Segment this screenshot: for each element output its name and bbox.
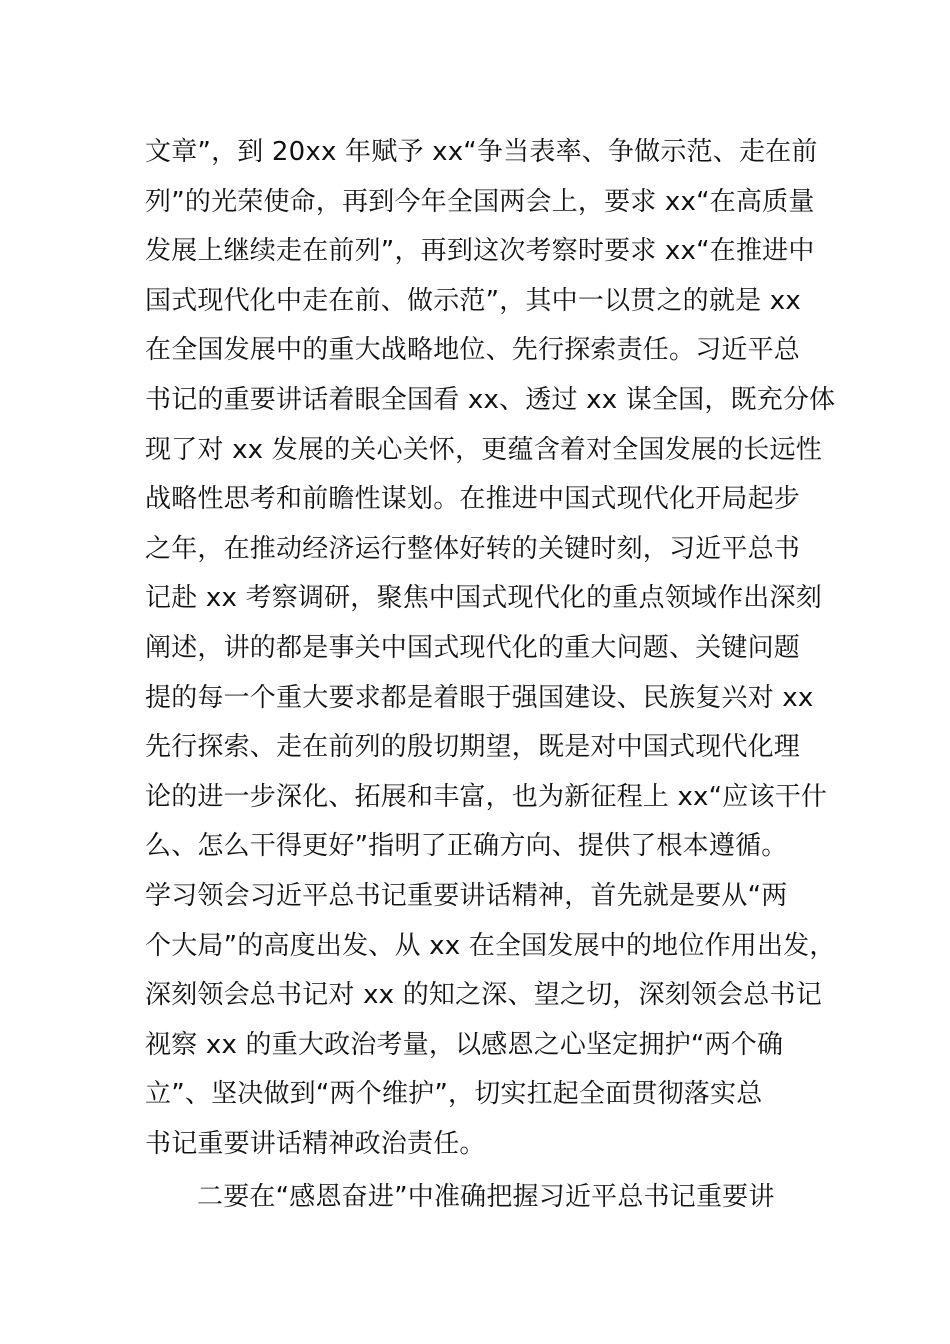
text-line: 文章”，到 20xx 年赋予 xx“争当表率、争做示范、走在前: [145, 137, 818, 167]
text-line: 之年，在推动经济运行整体好转的关键时刻，习近平总书: [145, 533, 801, 564]
text-line: 现了对 xx 发展的关心关怀，更蕴含着对全国发展的长远性: [145, 434, 822, 465]
text-line: 阐述，讲的都是事关中国式现代化的重大问题、关键问题: [145, 632, 801, 663]
text-line: 深刻领会总书记对 xx 的知之深、望之切，深刻领会总书记: [145, 980, 822, 1011]
text-line: 视察 xx 的重大政治考量，以感恩之心坚定拥护“两个确: [145, 1029, 784, 1060]
text-line: 战略性思考和前瞻性谋划。在推进中国式现代化开局起步: [145, 484, 801, 515]
text-line: 列”的光荣使命，再到今年全国两会上，要求 xx“在高质量: [145, 186, 815, 217]
text-line: 书记重要讲话精神政治责任。: [145, 1128, 486, 1159]
next-paragraph-line: 二要在“感恩奋进”中准确把握习近平总书记重要讲: [197, 1182, 775, 1213]
text-line: 学习领会习近平总书记重要讲话精神，首先就是要从“两: [145, 880, 788, 911]
text-line: 发展上继续走在前列”，再到这次考察时要求 xx“在推进中: [145, 236, 815, 267]
text-line: 论的进一步深化、拓展和丰富，也为新征程上 xx“应该干什: [145, 781, 828, 812]
text-line: 在全国发展中的重大战略地位、先行探索责任。习近平总: [145, 335, 801, 366]
text-line: 先行探索、走在前列的殷切期望，既是对中国式现代化理: [145, 732, 801, 763]
text-line: 个大局”的高度出发、从 xx 在全国发展中的地位作用出发，: [145, 930, 836, 961]
text-line: 记赴 xx 考察调研，聚焦中国式现代化的重点领域作出深刻: [145, 583, 822, 614]
body-text: [145, 128, 845, 1223]
text-line: 国式现代化中走在前、做示范”，其中一以贯之的就是 xx: [145, 285, 801, 316]
text-line: 么、怎么干得更好”指明了正确方向、提供了根本遵循。: [145, 831, 788, 862]
text-line: 立”、坚决做到“两个维护”，切实扛起全面贯彻落实总: [145, 1079, 763, 1110]
text-line: 书记的重要讲话着眼全国看 xx、透过 xx 谋全国，既充分体: [145, 384, 836, 415]
text-line: 提的每一个重大要求都是着眼于强国建设、民族复兴对 xx: [145, 682, 814, 713]
